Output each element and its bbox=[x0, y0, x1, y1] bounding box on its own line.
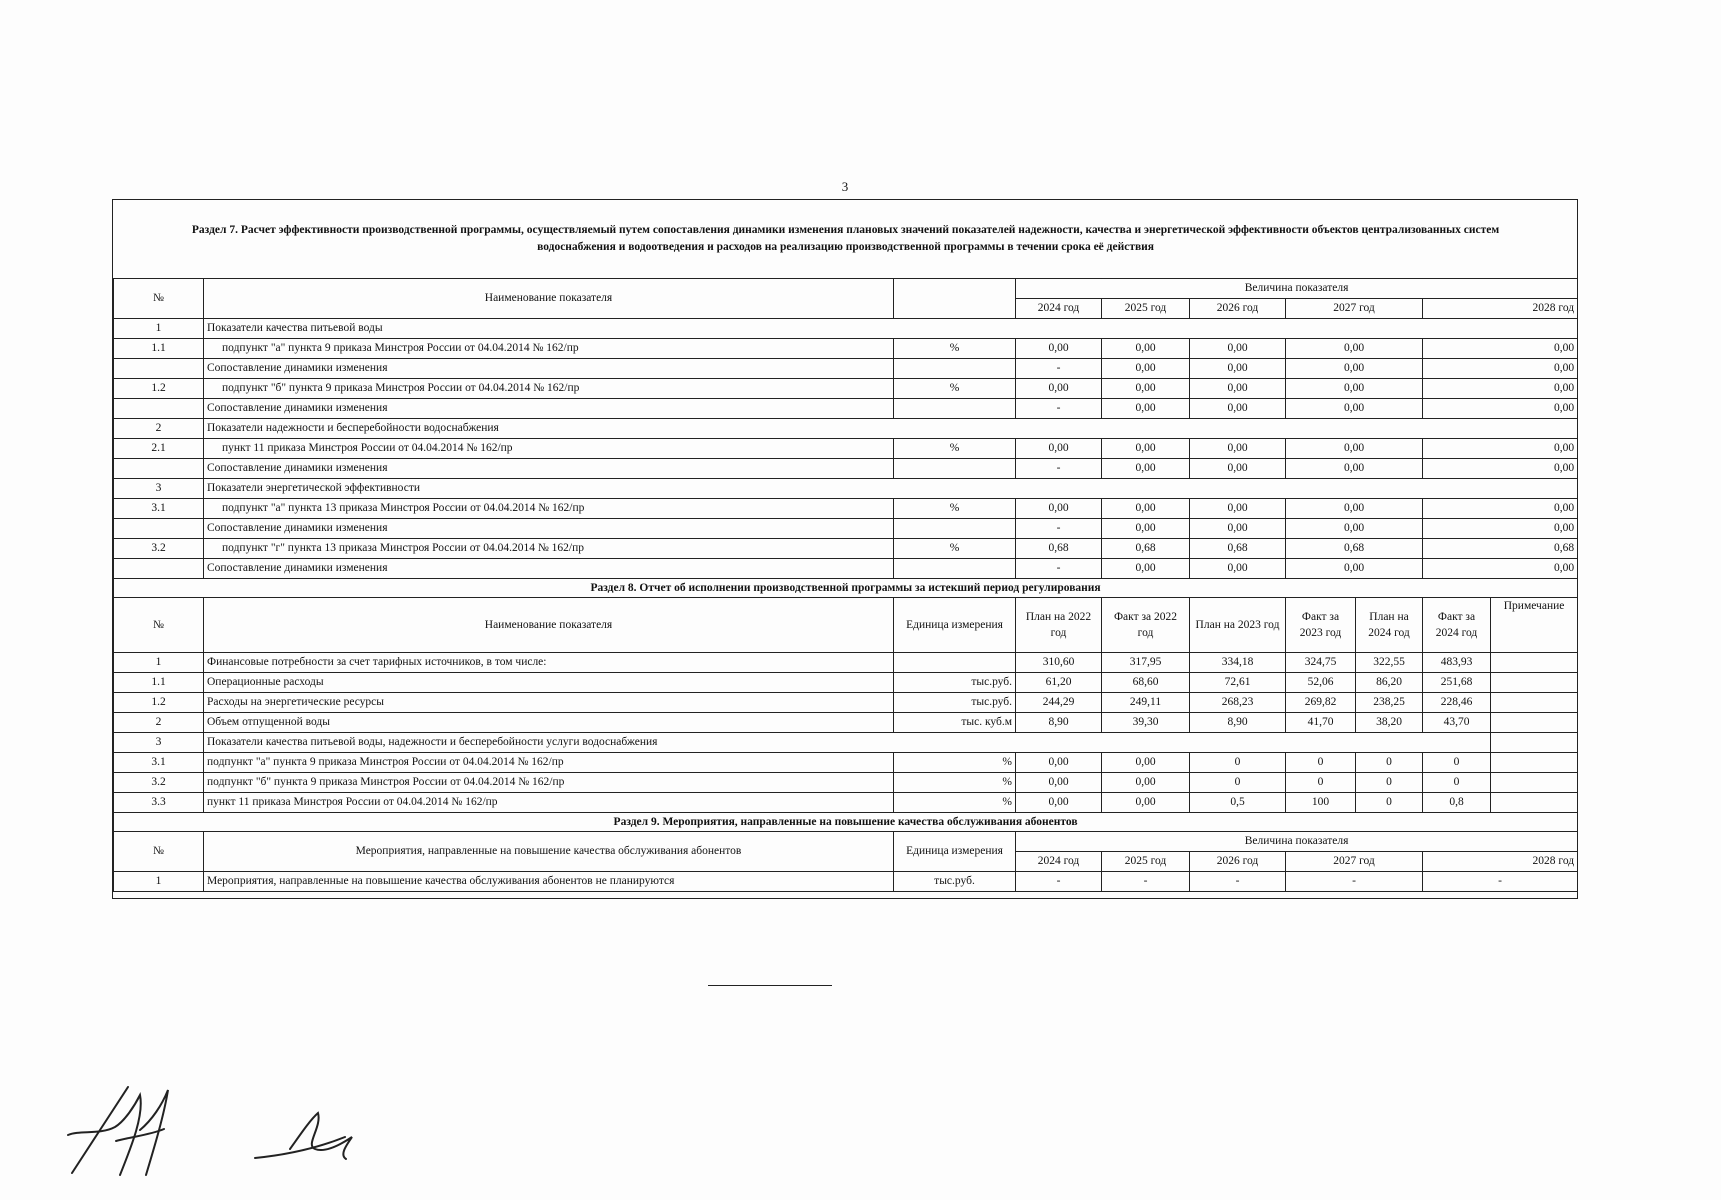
row-unit bbox=[894, 399, 1016, 419]
row-value: 0,00 bbox=[1102, 773, 1190, 793]
row-name: подпункт "а" пункта 9 приказа Минстроя России от 04.04.2014 № 162/пр bbox=[204, 339, 894, 359]
table-row bbox=[114, 653, 1578, 673]
row-value: - bbox=[1016, 399, 1102, 419]
row-value: 0,00 bbox=[1190, 519, 1286, 539]
row-num: 2.1 bbox=[114, 439, 204, 459]
signature-stroke bbox=[290, 1113, 352, 1159]
row-value: 0,00 bbox=[1286, 359, 1423, 379]
row-unit: тыс. куб.м bbox=[894, 713, 1016, 733]
row-value: - bbox=[1190, 872, 1286, 892]
row-num bbox=[114, 459, 204, 479]
row-name: подпункт "а" пункта 13 приказа Минстроя России от 04.04.2014 № 162/пр bbox=[204, 499, 894, 519]
row-value: 0,00 bbox=[1102, 399, 1190, 419]
row-value: 269,82 bbox=[1286, 693, 1356, 713]
row-unit: % bbox=[894, 753, 1016, 773]
row-value: 0 bbox=[1356, 793, 1423, 813]
row-num: 3.2 bbox=[114, 539, 204, 559]
row-name: пункт 11 приказа Минстроя России от 04.04.2014 № 162/пр bbox=[204, 439, 894, 459]
row-value: 0,00 bbox=[1102, 339, 1190, 359]
header-name: Наименование показателя bbox=[204, 598, 894, 653]
row-value: 0,00 bbox=[1190, 379, 1286, 399]
row-value: 52,06 bbox=[1286, 673, 1356, 693]
row-num: 3 bbox=[114, 479, 204, 499]
row-value: - bbox=[1016, 459, 1102, 479]
row-note bbox=[1491, 653, 1578, 673]
section7-title-row bbox=[114, 200, 1578, 279]
header-col: План на 2023 год bbox=[1190, 598, 1286, 653]
row-value: 0,68 bbox=[1016, 539, 1102, 559]
row-value: - bbox=[1102, 872, 1190, 892]
header-year: 2026 год bbox=[1190, 299, 1286, 319]
row-value: 68,60 bbox=[1102, 673, 1190, 693]
header-num: № bbox=[114, 598, 204, 653]
table-row bbox=[114, 872, 1578, 892]
row-name: Объем отпущенной воды bbox=[204, 713, 894, 733]
row-unit bbox=[894, 559, 1016, 579]
row-num: 2 bbox=[114, 419, 204, 439]
header-value-group: Величина показателя bbox=[1016, 832, 1578, 852]
page-number: 3 bbox=[841, 179, 849, 194]
report-table bbox=[113, 200, 1578, 892]
row-value: 0,00 bbox=[1102, 559, 1190, 579]
row-num: 3.1 bbox=[114, 499, 204, 519]
row-value: 0,00 bbox=[1423, 559, 1578, 579]
row-value: 249,11 bbox=[1102, 693, 1190, 713]
section8-header-row bbox=[114, 598, 1578, 653]
header-col: Факт за 2023 год bbox=[1286, 598, 1356, 653]
row-group-label: Показатели надежности и бесперебойности водоснабжения bbox=[204, 419, 1578, 439]
row-value: 39,30 bbox=[1102, 713, 1190, 733]
row-value: 72,61 bbox=[1190, 673, 1286, 693]
row-name: Сопоставление динамики изменения bbox=[204, 359, 894, 379]
row-value: 8,90 bbox=[1190, 713, 1286, 733]
row-value: 0,00 bbox=[1102, 439, 1190, 459]
row-note bbox=[1491, 773, 1578, 793]
header-num: № bbox=[114, 279, 204, 319]
row-num bbox=[114, 559, 204, 579]
row-value: 61,20 bbox=[1016, 673, 1102, 693]
header-year: 2025 год bbox=[1102, 852, 1190, 872]
row-value: 268,23 bbox=[1190, 693, 1286, 713]
row-unit: % bbox=[894, 379, 1016, 399]
header-year: 2024 год bbox=[1016, 852, 1102, 872]
row-num bbox=[114, 359, 204, 379]
table-row bbox=[114, 459, 1578, 479]
row-name: Операционные расходы bbox=[204, 673, 894, 693]
header-unit bbox=[894, 279, 1016, 319]
report-table-body bbox=[114, 200, 1578, 892]
row-num: 2 bbox=[114, 713, 204, 733]
row-value: 0,00 bbox=[1423, 519, 1578, 539]
row-value: 0 bbox=[1356, 773, 1423, 793]
header-col: План на 2022 год bbox=[1016, 598, 1102, 653]
row-value: 0,00 bbox=[1016, 793, 1102, 813]
row-value: 0,00 bbox=[1190, 559, 1286, 579]
row-name: Расходы на энергетические ресурсы bbox=[204, 693, 894, 713]
row-value: 0,00 bbox=[1286, 379, 1423, 399]
row-value: 0,00 bbox=[1423, 459, 1578, 479]
row-note bbox=[1491, 733, 1578, 753]
header-value-group: Величина показателя bbox=[1016, 279, 1578, 299]
row-num: 3.2 bbox=[114, 773, 204, 793]
table-row bbox=[114, 359, 1578, 379]
row-unit: тыс.руб. bbox=[894, 872, 1016, 892]
row-num: 3.3 bbox=[114, 793, 204, 813]
row-unit: тыс.руб. bbox=[894, 693, 1016, 713]
section7-header-row bbox=[114, 279, 1578, 299]
section7-title: Раздел 7. Расчет эффективности производственной программы, осуществляемый путем сопоставления динамики изменения плановых значений показателей надежности, качества и энергетической эффективности объектов централизованных систем водоснабжения и водоотведения и расходов на реализацию производственной программы в течении срока её действия bbox=[114, 200, 1578, 279]
header-year: 2025 год bbox=[1102, 299, 1190, 319]
row-num: 1 bbox=[114, 653, 204, 673]
row-value: 0,00 bbox=[1190, 459, 1286, 479]
row-value: 0,00 bbox=[1102, 793, 1190, 813]
table-row bbox=[114, 773, 1578, 793]
header-year: 2027 год bbox=[1286, 299, 1423, 319]
row-value: 0,00 bbox=[1190, 399, 1286, 419]
row-value: 0,00 bbox=[1102, 519, 1190, 539]
row-value: 0 bbox=[1190, 773, 1286, 793]
table-row bbox=[114, 733, 1578, 753]
row-value: 8,90 bbox=[1016, 713, 1102, 733]
row-num: 3 bbox=[114, 733, 204, 753]
row-num: 1 bbox=[114, 872, 204, 892]
row-value: 0,5 bbox=[1190, 793, 1286, 813]
row-note bbox=[1491, 793, 1578, 813]
row-name: подпункт "а" пункта 9 приказа Минстроя России от 04.04.2014 № 162/пр bbox=[204, 753, 894, 773]
table-row bbox=[114, 319, 1578, 339]
header-col: Факт за 2022 год bbox=[1102, 598, 1190, 653]
row-unit bbox=[894, 653, 1016, 673]
row-note bbox=[1491, 753, 1578, 773]
row-value: 0,00 bbox=[1016, 439, 1102, 459]
row-value: 0,00 bbox=[1190, 439, 1286, 459]
row-value: 0 bbox=[1356, 753, 1423, 773]
table-row bbox=[114, 339, 1578, 359]
row-unit: % bbox=[894, 793, 1016, 813]
table-row bbox=[114, 519, 1578, 539]
row-value: 0 bbox=[1190, 753, 1286, 773]
row-name: пункт 11 приказа Минстроя России от 04.04.2014 № 162/пр bbox=[204, 793, 894, 813]
row-value: 0,00 bbox=[1423, 359, 1578, 379]
table-row bbox=[114, 793, 1578, 813]
row-unit: тыс.руб. bbox=[894, 673, 1016, 693]
row-value: 0,00 bbox=[1286, 399, 1423, 419]
row-name: Сопоставление динамики изменения bbox=[204, 559, 894, 579]
row-value: 244,29 bbox=[1016, 693, 1102, 713]
row-num: 3.1 bbox=[114, 753, 204, 773]
row-value: 483,93 bbox=[1423, 653, 1491, 673]
row-unit: % bbox=[894, 339, 1016, 359]
row-unit: % bbox=[894, 439, 1016, 459]
row-num: 1.1 bbox=[114, 339, 204, 359]
row-value: 0,00 bbox=[1016, 499, 1102, 519]
row-value: 238,25 bbox=[1356, 693, 1423, 713]
row-name: Мероприятия, направленные на повышение качества обслуживания абонентов не планируются bbox=[204, 872, 894, 892]
row-value: 317,95 bbox=[1102, 653, 1190, 673]
row-value: 0 bbox=[1286, 773, 1356, 793]
row-num: 1.2 bbox=[114, 379, 204, 399]
row-num bbox=[114, 399, 204, 419]
table-row bbox=[114, 673, 1578, 693]
row-unit bbox=[894, 519, 1016, 539]
row-value: 0 bbox=[1423, 753, 1491, 773]
row-name: подпункт "б" пункта 9 приказа Минстроя России от 04.04.2014 № 162/пр bbox=[204, 773, 894, 793]
row-value: 0,00 bbox=[1102, 499, 1190, 519]
header-year: 2028 год bbox=[1423, 299, 1578, 319]
row-value: 228,46 bbox=[1423, 693, 1491, 713]
row-value: 0,00 bbox=[1423, 339, 1578, 359]
row-value: 0 bbox=[1423, 773, 1491, 793]
row-value: 0,00 bbox=[1423, 379, 1578, 399]
section8-title: Раздел 8. Отчет об исполнении производственной программы за истекший период регулирования bbox=[114, 579, 1578, 598]
row-name: Сопоставление динамики изменения bbox=[204, 399, 894, 419]
row-value: 86,20 bbox=[1356, 673, 1423, 693]
row-value: 0,00 bbox=[1102, 359, 1190, 379]
row-value: 322,55 bbox=[1356, 653, 1423, 673]
row-value: 0,00 bbox=[1286, 519, 1423, 539]
row-value: 100 bbox=[1286, 793, 1356, 813]
row-value: 0,00 bbox=[1102, 459, 1190, 479]
row-value: 0,00 bbox=[1423, 399, 1578, 419]
row-value: 0,68 bbox=[1423, 539, 1578, 559]
row-value: 251,68 bbox=[1423, 673, 1491, 693]
row-value: - bbox=[1016, 872, 1102, 892]
row-value: 43,70 bbox=[1423, 713, 1491, 733]
row-value: 324,75 bbox=[1286, 653, 1356, 673]
row-value: 0,00 bbox=[1190, 499, 1286, 519]
table-row bbox=[114, 399, 1578, 419]
section9-title: Раздел 9. Мероприятия, направленные на повышение качества обслуживания абонентов bbox=[114, 813, 1578, 832]
row-value: - bbox=[1016, 359, 1102, 379]
header-unit: Единица измерения bbox=[894, 598, 1016, 653]
header-name: Мероприятия, направленные на повышение качества обслуживания абонентов bbox=[204, 832, 894, 872]
row-group-label: Показатели качества питьевой воды, надежности и бесперебойности услуги водоснабжения bbox=[204, 733, 1491, 753]
table-row bbox=[114, 539, 1578, 559]
row-value: 0,00 bbox=[1286, 499, 1423, 519]
header-num: № bbox=[114, 832, 204, 872]
row-value: 0 bbox=[1286, 753, 1356, 773]
table-row bbox=[114, 439, 1578, 459]
row-value: 0,00 bbox=[1286, 459, 1423, 479]
row-value: 0,00 bbox=[1016, 753, 1102, 773]
row-name: подпункт "г" пункта 13 приказа Минстроя России от 04.04.2014 № 162/пр bbox=[204, 539, 894, 559]
header-unit: Единица измерения bbox=[894, 832, 1016, 872]
row-value: 0,00 bbox=[1190, 339, 1286, 359]
table-row bbox=[114, 479, 1578, 499]
row-value: 38,20 bbox=[1356, 713, 1423, 733]
row-value: 0,68 bbox=[1286, 539, 1423, 559]
row-value: 0,00 bbox=[1102, 379, 1190, 399]
header-note: Примечание bbox=[1491, 598, 1578, 653]
row-num: 1.1 bbox=[114, 673, 204, 693]
row-value: 0,00 bbox=[1423, 439, 1578, 459]
row-value: - bbox=[1016, 519, 1102, 539]
row-note bbox=[1491, 693, 1578, 713]
row-group-label: Показатели энергетической эффективности bbox=[204, 479, 1578, 499]
row-name: подпункт "б" пункта 9 приказа Минстроя России от 04.04.2014 № 162/пр bbox=[204, 379, 894, 399]
table-row bbox=[114, 499, 1578, 519]
section8-title-row bbox=[114, 579, 1578, 598]
section9-title-row bbox=[114, 813, 1578, 832]
row-value: 41,70 bbox=[1286, 713, 1356, 733]
header-year: 2024 год bbox=[1016, 299, 1102, 319]
row-value: 0,00 bbox=[1102, 753, 1190, 773]
header-col: Факт за 2024 год bbox=[1423, 598, 1491, 653]
table-row bbox=[114, 419, 1578, 439]
row-num: 1 bbox=[114, 319, 204, 339]
table-row bbox=[114, 693, 1578, 713]
row-value: - bbox=[1286, 872, 1423, 892]
signature-image bbox=[60, 1075, 360, 1185]
row-name: Сопоставление динамики изменения bbox=[204, 459, 894, 479]
row-unit bbox=[894, 359, 1016, 379]
row-num: 1.2 bbox=[114, 693, 204, 713]
row-group-label: Показатели качества питьевой воды bbox=[204, 319, 1578, 339]
row-value: 0,68 bbox=[1102, 539, 1190, 559]
row-num bbox=[114, 519, 204, 539]
row-value: 0,8 bbox=[1423, 793, 1491, 813]
row-value: 0,00 bbox=[1286, 339, 1423, 359]
row-note bbox=[1491, 713, 1578, 733]
row-unit bbox=[894, 459, 1016, 479]
row-unit: % bbox=[894, 499, 1016, 519]
document-frame bbox=[112, 199, 1578, 899]
row-value: 310,60 bbox=[1016, 653, 1102, 673]
table-row bbox=[114, 753, 1578, 773]
row-value: 0,00 bbox=[1286, 439, 1423, 459]
header-year: 2028 год bbox=[1423, 852, 1578, 872]
row-value: 0,68 bbox=[1190, 539, 1286, 559]
header-year: 2027 год bbox=[1286, 852, 1423, 872]
signature-stroke bbox=[72, 1087, 128, 1173]
header-name: Наименование показателя bbox=[204, 279, 894, 319]
row-value: - bbox=[1423, 872, 1578, 892]
row-value: 0,00 bbox=[1016, 339, 1102, 359]
row-unit: % bbox=[894, 773, 1016, 793]
table-row bbox=[114, 559, 1578, 579]
row-value: 0,00 bbox=[1286, 559, 1423, 579]
end-rule bbox=[708, 985, 832, 986]
table-row bbox=[114, 379, 1578, 399]
row-unit: % bbox=[894, 539, 1016, 559]
row-name: Сопоставление динамики изменения bbox=[204, 519, 894, 539]
header-year: 2026 год bbox=[1190, 852, 1286, 872]
row-value: 334,18 bbox=[1190, 653, 1286, 673]
row-value: 0,00 bbox=[1016, 379, 1102, 399]
row-name: Финансовые потребности за счет тарифных источников, в том числе: bbox=[204, 653, 894, 673]
row-note bbox=[1491, 673, 1578, 693]
row-value: - bbox=[1016, 559, 1102, 579]
row-value: 0,00 bbox=[1016, 773, 1102, 793]
section9-header-row bbox=[114, 832, 1578, 852]
header-col: План на 2024 год bbox=[1356, 598, 1423, 653]
table-row bbox=[114, 713, 1578, 733]
row-value: 0,00 bbox=[1423, 499, 1578, 519]
row-value: 0,00 bbox=[1190, 359, 1286, 379]
